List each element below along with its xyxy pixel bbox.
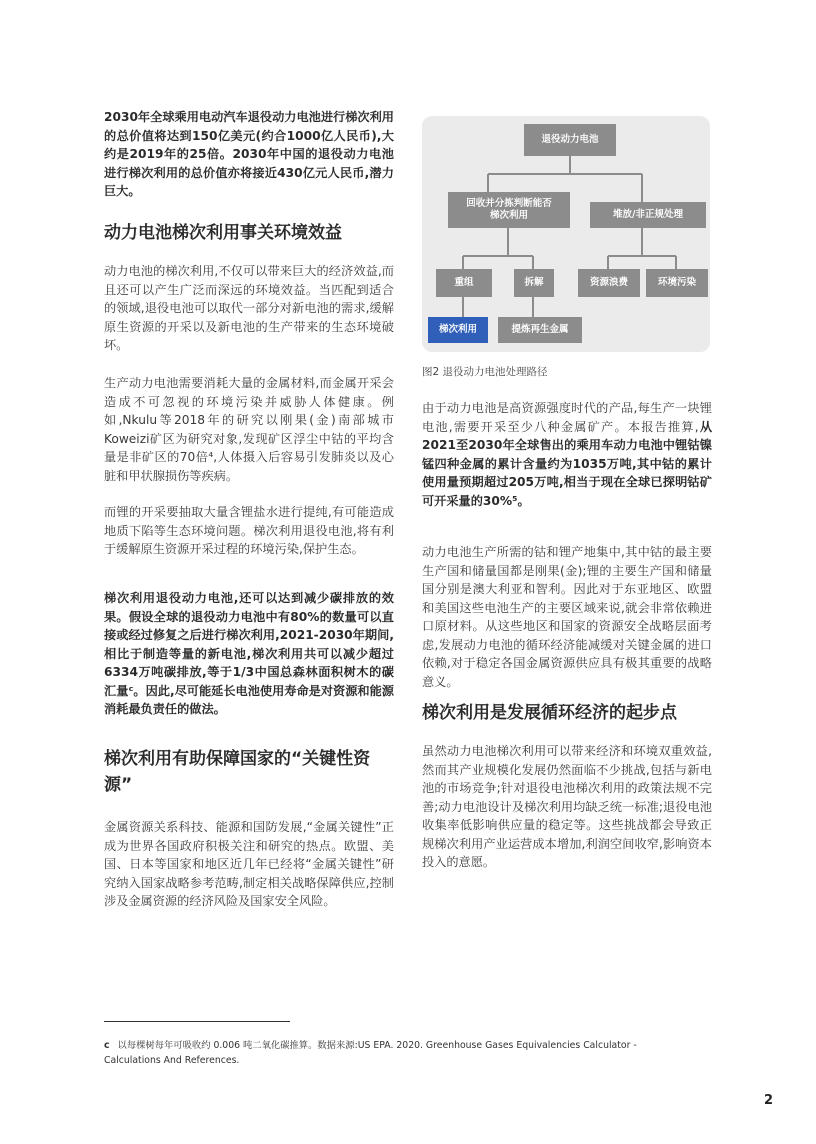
metal-demand-highlight: 从2021至2030年全球售出的乘用车动力电池中锂钴镍锰四种金属的累计含量约为1035万吨,其中钴的累计使用量预期超过205万吨,相当于现在全球已探明钴矿可开采量的30%⁵。	[422, 419, 713, 508]
section-heading-circular-economy: 梯次利用是发展循环经济的起步点	[422, 703, 677, 723]
paragraph-carbon-reduction: 梯次利用退役动力电池,还可以达到减少碳排放的效果。假设全球的退役动力电池中有80%的数量可以直接或经过修复之后进行梯次利用,2021-2030年期间,相比于制造等量的新电池,梯次利用共可以减少超过6334万吨碳排放,等于1/3中国总森林面积树木的碳汇量ᶜ。因此,尽可能延长电池使用寿命是对资源和能源消耗最负责任的做法。	[104, 591, 394, 716]
figure-caption: 图2 退役动力电池处理路径	[422, 366, 548, 378]
intro-highlight: 2030年全球乘用电动汽车退役动力电池进行梯次利用的总价值将达到150亿美元(约合1000亿人民币),大约是2019年的25倍。2030年中国的退役动力电池进行梯次利用的总价值亦将接近430亿元人民币,潜力巨大。	[104, 110, 394, 198]
paragraph-supply-concentration: 动力电池生产所需的钴和锂产地集中,其中钴的最主要生产国和储量国都是刚果(金);锂的主要生产国和储量国分别是澳大利亚和智利。因此对于东亚地区、欧盟和美国这些电池生产的主要区域来说,就会非常依赖进口原材料。从这些地区和国家的资源安全战略层面考虑,发展动力电池的循环经济能减缓对关键金属的进口依赖,对于稳定各国金属资源供应具有极其重要的战略意义。	[422, 545, 712, 689]
node-recycle-sort: 回收并分拣判断能否梯次利用	[448, 192, 570, 228]
footnote	[104, 1038, 694, 1068]
node-cascade-use: 梯次利用	[428, 317, 488, 343]
battery-processing-diagram	[422, 116, 710, 352]
metal-demand-intro: 由于动力电池是高资源强度时代的产品,每生产一块锂电池,需要开采至少八种金属矿产。本报告推算,	[422, 401, 712, 434]
footnote-divider	[104, 1021, 290, 1022]
node-retired-battery: 退役动力电池	[524, 124, 616, 156]
footnote-mark: c	[104, 1040, 110, 1051]
paragraph-lithium-mining: 而锂的开采要抽取大量含锂盐水进行提纯,有可能造成地质下陷等生态环境问题。梯次利用退役电池,将有利于缓解原生资源开采过程的环境污染,保护生态。	[104, 505, 394, 556]
node-environment-pollution: 环境污染	[646, 269, 708, 297]
paragraph-challenges: 虽然动力电池梯次利用可以带来经济和环境双重效益,然而其产业规模化发展仍然面临不少挑战,包括与新电池的市场竞争;针对退役电池梯次利用的政策法规不完善;动力电池设计及梯次利用均缺乏统一标准;退役电池收集率低影响供应量的稳定等。这些挑战都会导致正规梯次利用产业运营成本增加,利润空间收窄,影响资本投入的意愿。	[422, 744, 712, 869]
section-heading-key-resources: 梯次利用有助保障国家的“关键性资源”	[104, 749, 371, 795]
paragraph-environment-benefit: 动力电池的梯次利用,不仅可以带来巨大的经济效益,而且还可以产生广泛而深远的环境效益。当匹配到适合的领域,退役电池可以取代一部分对新电池的需求,缓解原生资源的开采以及新电池的生产带来的生态环境破坏。	[104, 264, 394, 352]
node-dismantle: 拆解	[514, 269, 554, 297]
node-extract-metal: 提炼再生金属	[498, 317, 582, 343]
node-resource-waste: 资源浪费	[578, 269, 640, 297]
node-stockpile-informal: 堆放/非正规处理	[590, 202, 706, 228]
paragraph-metal-criticality: 金属资源关系科技、能源和国防发展,“金属关键性”正成为世界各国政府积极关注和研究的热点。欧盟、美国、日本等国家和地区近几年已经将“金属关键性”研究纳入国家战略参考范畴,制定相关战略保障供应,控制涉及金属资源的经济风险及国家安全风险。	[104, 820, 394, 908]
section-heading-environment: 动力电池梯次利用事关环境效益	[104, 223, 342, 243]
page-number: 2	[764, 1093, 774, 1108]
paragraph-mining-pollution: 生产动力电池需要消耗大量的金属材料,而金属开采会造成不可忽视的环境污染并威胁人体健康。例如,Nkulu等2018年的研究以刚果(金)南部城市Koweizi矿区为研究对象,发现矿区浮尘中钴的平均含量是非矿区的70倍⁴,人体摄入后容易引发肺炎以及心脏和甲状腺损伤等疾病。	[104, 376, 394, 483]
paragraph-metal-demand	[422, 399, 712, 510]
footnote-text: 以每棵树每年可吸收约 0.006 吨二氧化碳推算。数据来源:US EPA. 2020. Greenhouse Gases Equivalencies Calculator - Calculations And References.	[104, 1040, 637, 1066]
node-regroup: 重组	[436, 269, 492, 297]
